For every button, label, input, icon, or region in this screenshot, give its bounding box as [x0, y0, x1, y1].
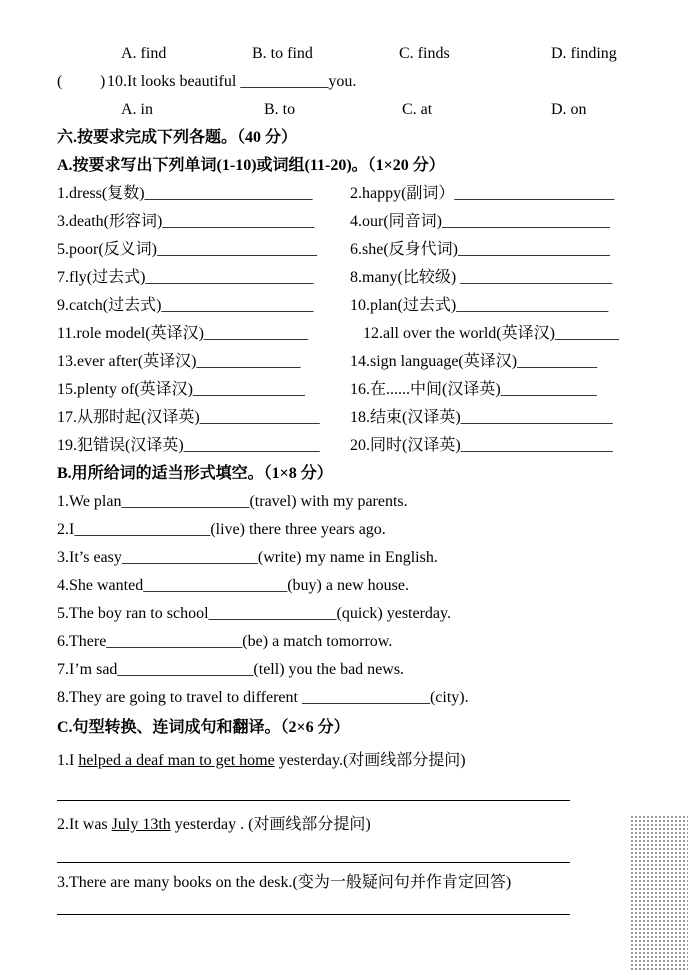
part-a-item: 15.plenty of(英译汉)______________: [57, 381, 305, 398]
q10-option-c: C. at: [402, 101, 433, 118]
part-a-item: 14.sign language(英译汉)__________: [350, 353, 598, 370]
part-a-item: 5.poor(反义词)____________________: [57, 241, 317, 258]
part-b-item: 5.The boy ran to school________________(quick) yesterday.: [57, 605, 451, 622]
part-a-item: 3.death(形容词)___________________: [57, 213, 315, 230]
q10-bracket-open: (: [57, 73, 63, 90]
section-six-heading: 六.按要求完成下列各题。（40 分）: [57, 129, 298, 146]
question-instruction: yesterday.(对画线部分提问): [274, 752, 466, 769]
part-a-item: 18.结束(汉译英)___________________: [350, 409, 613, 426]
question-text: 2.It was: [57, 816, 112, 833]
q9-option-a: A. find: [121, 45, 167, 62]
part-b-item: 6.There_________________(be) a match tomorrow.: [57, 633, 393, 650]
part-a-item: 13.ever after(英译汉)_____________: [57, 353, 301, 370]
part-a-item: 7.fly(过去式)_____________________: [57, 269, 314, 286]
part-a-item: 12.all over the world(英译汉)________: [363, 325, 619, 342]
part-a-item: 8.many(比较级) ___________________: [350, 269, 613, 286]
part-a-item: 4.our(同音词)_____________________: [350, 213, 610, 230]
q10-bracket-close: ): [100, 73, 106, 90]
part-c-question-2: [57, 815, 371, 835]
q9-option-c: C. finds: [399, 45, 450, 62]
part-b-item: 4.She wanted__________________(buy) a new house.: [57, 577, 409, 594]
part-a-item: 20.同时(汉译英)___________________: [350, 437, 613, 454]
part-b-heading: B.用所给词的适当形式填空。（1×8 分）: [57, 465, 333, 482]
part-c-question-3: 3.There are many books on the desk.(变为一般疑问句并作肯定回答): [57, 874, 512, 891]
q10-option-b: B. to: [264, 101, 296, 118]
answer-line: [57, 800, 570, 801]
answer-line: [57, 862, 570, 863]
q9-option-d: D. finding: [551, 45, 617, 62]
part-b-item: 7.I’m sad_________________(tell) you the bad news.: [57, 661, 405, 678]
part-a-item: 11.role model(英译汉)_____________: [57, 325, 308, 342]
part-b-item: 3.It’s easy_________________(write) my name in English.: [57, 549, 438, 566]
q10-option-d: D. on: [551, 101, 587, 118]
part-a-item: 2.happy(副词）____________________: [350, 185, 615, 202]
part-a-item: 16.在......中间(汉译英)____________: [350, 381, 597, 398]
part-a-item: 10.plan(过去式)___________________: [350, 297, 609, 314]
part-b-item: 8.They are going to travel to different ________________(city).: [57, 689, 469, 706]
q9-option-b: B. to find: [252, 45, 313, 62]
underlined-phrase: helped a deaf man to get home: [78, 752, 275, 769]
part-c-heading: C.句型转换、连词成句和翻译。（2×6 分）: [57, 719, 350, 736]
part-a-item: 19.犯错误(汉译英)_________________: [57, 437, 320, 454]
underlined-phrase: July 13th: [111, 816, 171, 833]
answer-line: [57, 914, 570, 915]
part-a-item: 17.从那时起(汉译英)_______________: [57, 409, 320, 426]
part-a-item: 6.she(反身代词)___________________: [350, 241, 610, 258]
part-b-item: 1.We plan________________(travel) with my parents.: [57, 493, 408, 510]
dotted-texture: [630, 815, 688, 971]
part-a-heading: A.按要求写出下列单词(1-10)或词组(11-20)。（1×20 分）: [57, 157, 445, 174]
part-c-question-1: [57, 751, 466, 771]
question-text: 1.I: [57, 752, 79, 769]
q10-stem: 10.It looks beautiful ___________you.: [107, 73, 357, 90]
part-a-item: 1.dress(复数)_____________________: [57, 185, 313, 202]
question-instruction: yesterday . (对画线部分提问): [170, 816, 371, 833]
part-a-item: 9.catch(过去式)___________________: [57, 297, 314, 314]
q10-option-a: A. in: [121, 101, 153, 118]
part-b-item: 2.I_________________(live) there three years ago.: [57, 521, 386, 538]
